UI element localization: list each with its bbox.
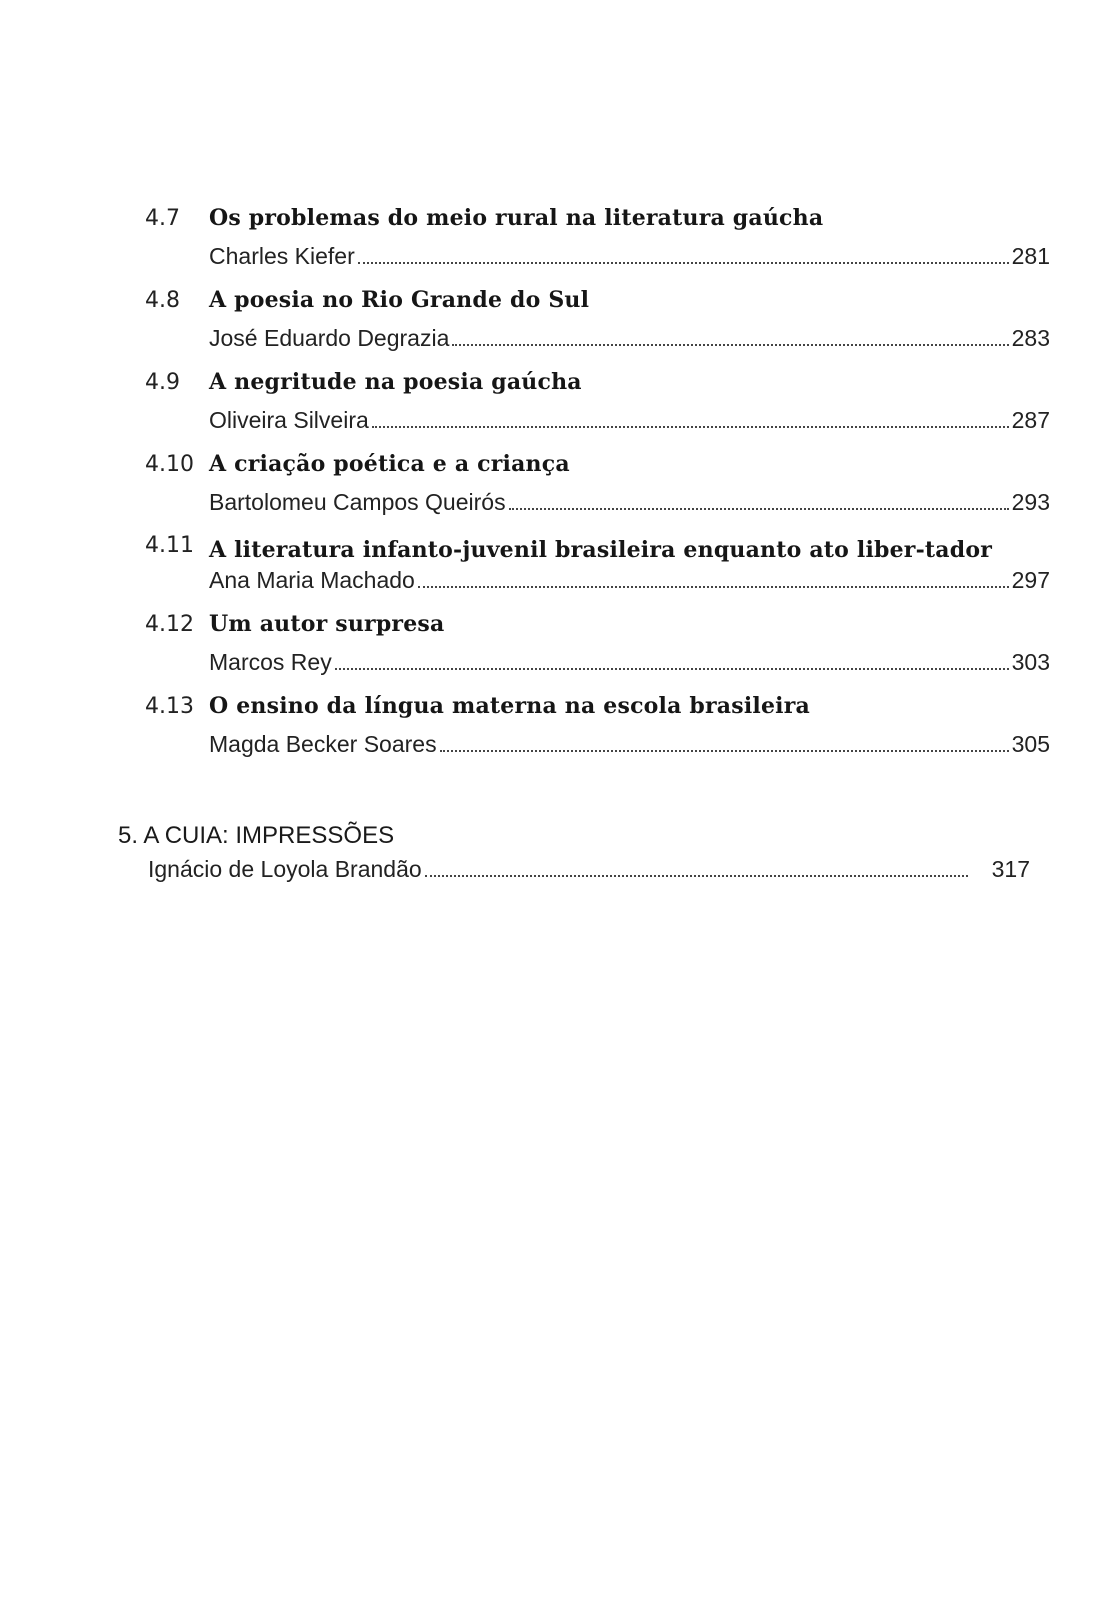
entry-head (145, 287, 1050, 325)
entry-title: A negritude na poesia gaúcha (209, 369, 582, 395)
entry-author: Bartolomeu Campos Queirós (209, 489, 506, 515)
dot-leader (372, 425, 1009, 428)
entry-title: O ensino da língua materna na escola brasileira (209, 693, 810, 719)
entry-title: Um autor surpresa (209, 611, 445, 637)
entry-title: A criação poética e a criança (209, 451, 570, 477)
entry-page-number: 297 (1011, 567, 1050, 593)
dot-leader (440, 749, 1009, 752)
entry-author: José Eduardo Degrazia (209, 325, 450, 351)
toc-list (145, 205, 1050, 775)
entry-author-line (209, 731, 1050, 765)
section-author: Ignácio de Loyola Brandão (148, 856, 422, 882)
entry-page-number: 281 (1011, 243, 1050, 269)
entry-author-line (209, 649, 1050, 683)
toc-entry-4-11 (145, 533, 1050, 601)
entry-head (145, 451, 1050, 489)
toc-entry-4-8 (145, 287, 1050, 359)
entry-page-number: 303 (1011, 649, 1050, 675)
dot-leader (335, 667, 1009, 670)
dot-leader (452, 343, 1008, 346)
toc-section-5 (118, 822, 1030, 890)
entry-title: A poesia no Rio Grande do Sul (209, 287, 590, 313)
section-heading: 5. A CUIA: IMPRESSÕES (118, 822, 395, 849)
entry-author: Ana Maria Machado (209, 567, 415, 593)
entry-author-line (209, 243, 1050, 277)
entry-author-line (209, 489, 1050, 523)
toc-entry-4-10 (145, 451, 1050, 523)
section-page-number: 317 (991, 856, 1030, 882)
entry-page-number: 305 (1011, 731, 1050, 757)
entry-head (145, 611, 1050, 649)
dot-leader (418, 585, 1009, 588)
entry-page-number: 287 (1011, 407, 1050, 433)
entry-number: 4.8 (145, 288, 180, 313)
dot-leader (425, 874, 968, 877)
entry-number: 4.11 (145, 533, 194, 558)
toc-entry-4-9 (145, 369, 1050, 441)
entry-page-number: 283 (1011, 325, 1050, 351)
toc-entry-4-13 (145, 693, 1050, 765)
entry-page-number: 293 (1011, 489, 1050, 515)
entry-author: Marcos Rey (209, 649, 332, 675)
entry-head (145, 693, 1050, 731)
toc-entry-4-12 (145, 611, 1050, 683)
entry-number: 4.7 (145, 206, 180, 231)
toc-entry-4-7 (145, 205, 1050, 277)
entry-number: 4.13 (145, 694, 194, 719)
section-author-line (148, 856, 1030, 890)
entry-number: 4.12 (145, 612, 194, 637)
entry-title: A literatura infanto-juvenil brasileira enquanto ato liber-tador (209, 537, 992, 563)
entry-author: Oliveira Silveira (209, 407, 369, 433)
entry-author-line (209, 567, 1050, 601)
entry-head (145, 205, 1050, 243)
entry-author-line (209, 325, 1050, 359)
entry-number: 4.10 (145, 452, 194, 477)
entry-author: Magda Becker Soares (209, 731, 437, 757)
entry-author-line (209, 407, 1050, 441)
entry-head (145, 369, 1050, 407)
dot-leader (509, 507, 1009, 510)
entry-number: 4.9 (145, 370, 180, 395)
entry-title: Os problemas do meio rural na literatura gaúcha (209, 205, 824, 231)
dot-leader (358, 261, 1009, 264)
entry-author: Charles Kiefer (209, 243, 355, 269)
entry-head (145, 533, 1050, 567)
